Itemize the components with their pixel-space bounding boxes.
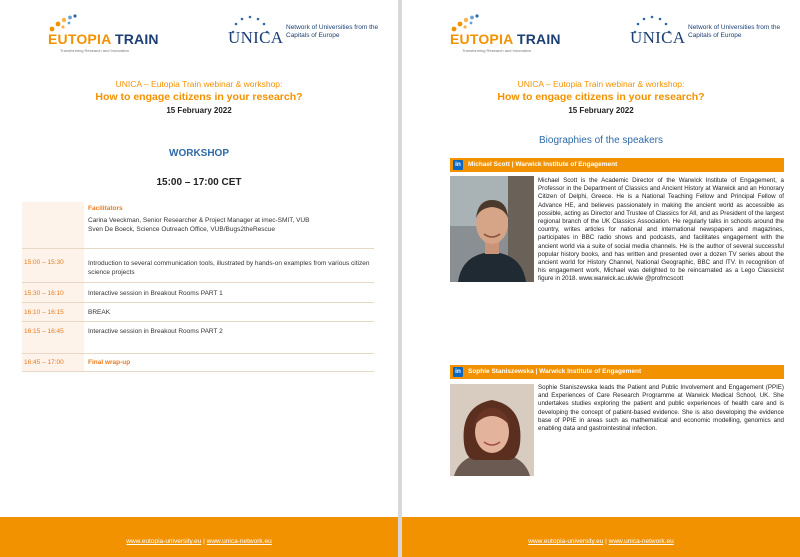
agenda-time-cell: 16:45 – 17:00 <box>22 353 84 371</box>
workshop-page <box>0 0 398 557</box>
unica-network-text: Network of Universities from the Capitals of Europe <box>286 24 379 39</box>
eutopia-word: EUTOPIA <box>450 31 513 47</box>
footer-links <box>0 538 398 545</box>
unica-word: UNICA <box>228 28 284 47</box>
agenda-time-cell <box>22 202 84 248</box>
agenda-time-cell: 16:15 – 16:45 <box>22 321 84 353</box>
unica-logo <box>626 14 796 54</box>
facilitator-name: Carina Veeckman, Senior Researcher & Project Manager at imec-SMIT, VUB <box>88 217 310 224</box>
table-row <box>22 282 374 302</box>
table-row <box>22 321 374 353</box>
speaker-name-bar <box>450 158 784 172</box>
eutopia-word: EUTOPIA <box>48 31 111 47</box>
footer-bar <box>0 517 398 557</box>
agenda-table <box>22 202 374 372</box>
train-word: TRAIN <box>516 31 561 47</box>
agenda-desc-cell: Interactive session in Breakout Rooms PART 2 <box>84 321 374 353</box>
speaker-name: Michael Scott | Warwick Institute of Engagement <box>468 161 618 168</box>
eutopia-link[interactable]: www.eutopia-university.eu <box>528 538 604 545</box>
agenda-desc-cell: BREAK <box>84 302 374 321</box>
table-row <box>22 353 374 371</box>
event-title: How to engage citizens in your research? <box>497 91 705 103</box>
table-row <box>22 302 374 321</box>
table-row <box>22 202 374 248</box>
agenda-desc-cell: Introduction to several communication tools, illustrated by hands-on examples from various citizen science projects <box>84 248 374 282</box>
unica-word: UNICA <box>630 28 686 47</box>
portrait-image <box>450 384 534 476</box>
footer-bar <box>402 517 800 557</box>
eutopia-train-logo <box>448 14 578 54</box>
eutopia-train-logo <box>46 14 176 54</box>
agenda-desc-cell: Final wrap-up <box>84 353 374 371</box>
eutopia-link[interactable]: www.eutopia-university.eu <box>126 538 202 545</box>
unica-link[interactable]: www.unica-network.eu <box>206 538 272 545</box>
speaker-name-bar <box>450 365 784 379</box>
footer-separator: | <box>605 538 607 545</box>
photo-float-spacer <box>450 177 538 283</box>
facilitators-label: Facilitators <box>88 205 123 212</box>
linkedin-icon[interactable]: in <box>453 160 463 170</box>
train-word: TRAIN <box>114 31 159 47</box>
table-row <box>22 248 374 282</box>
unica-network-text: Network of Universities from the Capitals of Europe <box>688 24 781 39</box>
facilitators-cell <box>84 202 374 248</box>
biographies-heading: Biographies of the speakers <box>539 135 663 146</box>
eutopia-tagline: Transforming Research and Innovation <box>462 48 531 53</box>
facilitator-name: Sven De Boeck, Science Outreach Office, VUB/Bugs2theRescue <box>88 226 276 233</box>
speaker-name: Sophie Staniszewska | Warwick Institute of Engagement <box>468 368 642 375</box>
eutopia-tagline: Transforming Research and Innovation <box>60 48 129 53</box>
agenda-time-cell: 15:00 – 15:30 <box>22 248 84 282</box>
agenda-time-cell: 15:30 – 16:10 <box>22 282 84 302</box>
event-title: How to engage citizens in your research? <box>95 91 303 103</box>
biographies-page <box>402 0 800 557</box>
unica-link[interactable]: www.unica-network.eu <box>608 538 674 545</box>
unica-logo <box>224 14 394 54</box>
speaker-bio: Sophie Staniszewska leads the Patient and Public Involvement and Engagement (PPIE) and Experiences of Care Research Programme at Warwick Medical School, UK. She undertakes studies exploring the patient and public experiences of health care and is developing the concept of patient-based evidence. She is also developing the evidence base of PPIE in areas such as mathematical and economic modelling, genomics and enabling data and gastrointestinal infection. <box>538 384 784 433</box>
event-date: 15 February 2022 <box>166 106 232 115</box>
footer-links <box>402 538 800 545</box>
workshop-title: WORKSHOP <box>169 148 229 159</box>
event-date: 15 February 2022 <box>568 106 634 115</box>
workshop-time-range: 15:00 – 17:00 CET <box>156 177 242 188</box>
speaker-photo-sophie <box>450 384 534 476</box>
speaker-bio-text: Michael Scott is the Academic Director of the Warwick Institute of Engagement, a Professor in the Department of Classics and Ancient History at Warwick and an Honorary Citizen of Delphi, Greece. He is a National Teaching Fellow and Principal Fellow of Advance HE, and believes passionately in making the ancient world as accessible as possible, acting as Director and Trustee of Classics for All, and as President of the largest regional branch of the UK Classics Association. He regularly talks in schools around the country, writes articles for national and international newspapers and magazines, participates in BBC radio shows and podcasts, and facilitates engagement with the ancient world via a suite of social media channels. He is the author of several successful popular history books, and has written and presented over a dozen TV series about the ancient world for History Channel, National Geographic, BBC and ITV. In recognition of his engagement work, Michael was delighted to be reincarnated as a Lego Classicist figure in 2018. www.warwick.ac.uk/wie @profmcscott <box>538 177 784 283</box>
linkedin-icon[interactable]: in <box>453 367 463 377</box>
event-subtitle: UNICA – Eutopia Train webinar & workshop: <box>517 79 685 89</box>
event-subtitle: UNICA – Eutopia Train webinar & workshop: <box>115 79 283 89</box>
agenda-desc-cell: Interactive session in Breakout Rooms PART 1 <box>84 282 374 302</box>
speaker-bio <box>450 177 784 284</box>
agenda-time-cell: 16:10 – 16:15 <box>22 302 84 321</box>
footer-separator: | <box>203 538 205 545</box>
